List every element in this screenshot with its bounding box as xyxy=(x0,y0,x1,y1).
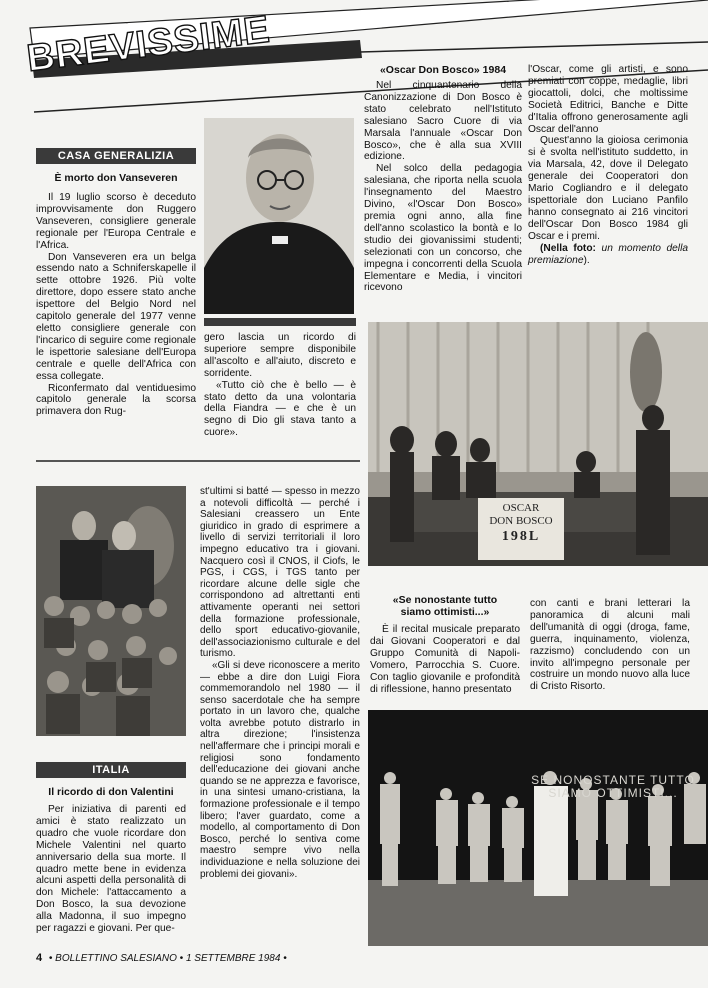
section-bar-italia: ITALIA xyxy=(36,762,186,778)
paragraph: «Tutto ciò che è bello — è stato detto da una volontaria della Fiandra — e che è un segno di Dio gli stava tanto a cuore». xyxy=(204,379,356,439)
paragraph: l'Oscar, come gli artisti, e sono premiati con coppe, medaglie, libri giocattoli, dolci, che moltissime Società Editrici, Banche e Ditte d'Italia offrono generosamente agli Oscar dell'anno xyxy=(528,64,688,135)
stage-backdrop-text xyxy=(518,774,708,800)
banner-line: 198L xyxy=(501,529,541,544)
paragraph: Nel solco della pedagogia salesiana, che riporta nella scuola l'insegnamento del Maestro Divino, «l'Oscar Don Bosco» premia ogni anno, alla fine dell'anno scolastico la bontà e lo studio dei giovanissimi studenti; selezionati con un concorso, che impegna i concorrenti della Scuola Elementare e Media, i vincitori ricevono xyxy=(364,163,522,294)
paragraph: «Gli si deve riconoscere a merito — ebbe a dire don Luigi Fiora commemorandolo nel 1980 — il senso sacerdotale che ha sempre portato in un lavoro che, qualche volta avrebbe potuto distrarlo in altra direzione; l'insistenza nell'affermare che i principi morali e religiosi sono fondamento dell'educazione dei giovani anche quando se ne apprezza e favorisce, in una sintesi umano-cristiana, la formazione professionale e il tempo libero; l'aver guardato, come a modello, al comportamento di Don Bosco, perché lo sentiva come maestro sempre vivo nella individuazione e nella soluzione dei problemi dei giovani». xyxy=(200,659,360,880)
article-vanseveren-col2 xyxy=(204,332,356,444)
footer-publication: • BOLLETTINO SALESIANO • 1 SETTEMBRE 1984 • xyxy=(48,953,287,964)
recital-photo xyxy=(368,710,708,946)
headline-vanseveren: È morto don Vanseveren xyxy=(54,172,178,184)
paragraph: Riconfermato dal ventiduesimo capitolo generale la scorsa primavera don Rug- xyxy=(36,382,196,418)
stage-text-line: SE NONOSTANTE TUTTO xyxy=(531,773,695,787)
priest-portrait-image xyxy=(204,118,354,314)
headline-line: siamo ottimisti...» xyxy=(400,606,490,618)
paragraph: gero lascia un ricordo di superiore sempre disponibile all'ascolto e all'aiuto, discreto e sorridente. xyxy=(204,332,356,379)
divider-bar xyxy=(204,318,356,326)
caption-text: un momento della premiazione xyxy=(528,242,688,266)
article-oscar-col2 xyxy=(528,64,688,320)
page-number: 4 xyxy=(36,952,43,964)
article-oscar-col1 xyxy=(364,80,522,314)
paragraph: con canti e brani letterari la panoramica di alcuni mali dell'umanità di oggi (droga, fame, guerra, inquinamento, violenza, razzismo) concludendo con un invito all'impegno personale per costruire un mondo nuovo alla luce di Cristo Risorto. xyxy=(530,598,690,693)
article-valentini-col2 xyxy=(200,486,360,948)
oscar-banner xyxy=(478,502,564,546)
paragraph: Nel cinquantenario della Canonizzazione di Don Bosco è stato celebrato nell'Istituto salesiano Sacro Cuore di via Marsala l'annuale «Oscar Don Bosco», che è alla sua XVIII edizione. xyxy=(364,80,522,163)
portrait-photo xyxy=(204,118,354,314)
paragraph: Il 19 luglio scorso è deceduto improvvisamente don Ruggero Vanseveren, consigliere generale regionale per l'Europa Centrale e l'Africa. xyxy=(36,192,196,251)
section-bar-casa: CASA GENERALIZIA xyxy=(36,148,196,164)
stage-text-line: SIAMO OTTIMISTI... xyxy=(548,786,678,800)
caption-end: ). xyxy=(583,254,590,266)
article-ottimisti-col2 xyxy=(530,598,690,704)
headline-valentini: Il ricordo di don Valentini xyxy=(48,786,174,798)
headline-ottimisti xyxy=(370,594,520,618)
photo-caption xyxy=(528,243,688,267)
section-divider xyxy=(36,460,360,462)
recital-stage-image xyxy=(368,710,708,946)
article-valentini-col1 xyxy=(36,804,186,944)
award-ceremony-photo xyxy=(368,322,708,566)
memorial-painting-image xyxy=(36,486,186,736)
banner-line: OSCAR xyxy=(502,502,540,514)
painting-photo xyxy=(36,486,186,736)
paragraph: st'ultimi si batté — spesso in mezzo a notevoli difficoltà — perché i Salesiani creassero un Ente giuridico in grado di esprimere a livello di servizi territoriali il loro impegno educativo tra i giovani. Nacquero così il CNOS, il Ciofs, le PGS, i CGS, i TGS tanto per ricordare alcune delle sigle che corrispondono ad altrettanti enti attivamente operanti nei settori della formazione professionale, dello sport educativo-giovanile, dell'associazionismo culturale e del turismo. xyxy=(200,486,360,660)
paragraph: Quest'anno la gioiosa cerimonia si è svolta nell'istituto suddetto, in via Marsala, 42, dove il Delegato generale dei Cooperatori don Mario Cogliandro e il delegato ispettoriale don Luciano Panfilo hanno consegnato ai 216 vincitori dell'Oscar Don Bosco 1984 gli Oscar e i premi. xyxy=(528,135,688,242)
paragraph: Don Vanseveren era un belga essendo nato a Schniferskapelle il sette ottobre 1926. Più volte direttore, dopo essere stato anche ispettore del Belgio Nord nel capitolo generale del 1977 venne eletto consigliere generale con l'incarico di seguire come regionale le ispettorie salesiane dell'Europa centrale e quelle dell'Africa con essa collegate. xyxy=(36,251,196,382)
caption-lead: (Nella foto: xyxy=(540,242,596,254)
headline-line: «Se nonostante tutto xyxy=(392,594,498,606)
article-vanseveren-col1 xyxy=(36,192,196,444)
banner-line: DON BOSCO xyxy=(489,515,553,527)
masthead-title: BREVISSIME xyxy=(24,8,273,81)
paragraph: È il recital musicale preparato dai Giovani Cooperatori e dal Gruppo Comunità di Napoli-Vomero, Parrocchia S. Cuore. Con taglio giovanile e profondità di riflessione, hanno presentato xyxy=(370,624,520,695)
headline-oscar: «Oscar Don Bosco» 1984 xyxy=(379,64,507,76)
paragraph: Per iniziativa di parenti ed amici è stato realizzato un quadro che vuole ricordare don Michele Valentini nel quarto anniversario della sua morte. Il quadro mette bene in evidenza alcuni aspetti della personalità di don Michele: l'attaccamento a Don Bosco, la sua devozione alla Madonna, il suo impegno per ragazzi e giovani. Per que- xyxy=(36,804,186,935)
page-footer xyxy=(36,952,436,965)
article-ottimisti-col1 xyxy=(370,624,520,704)
